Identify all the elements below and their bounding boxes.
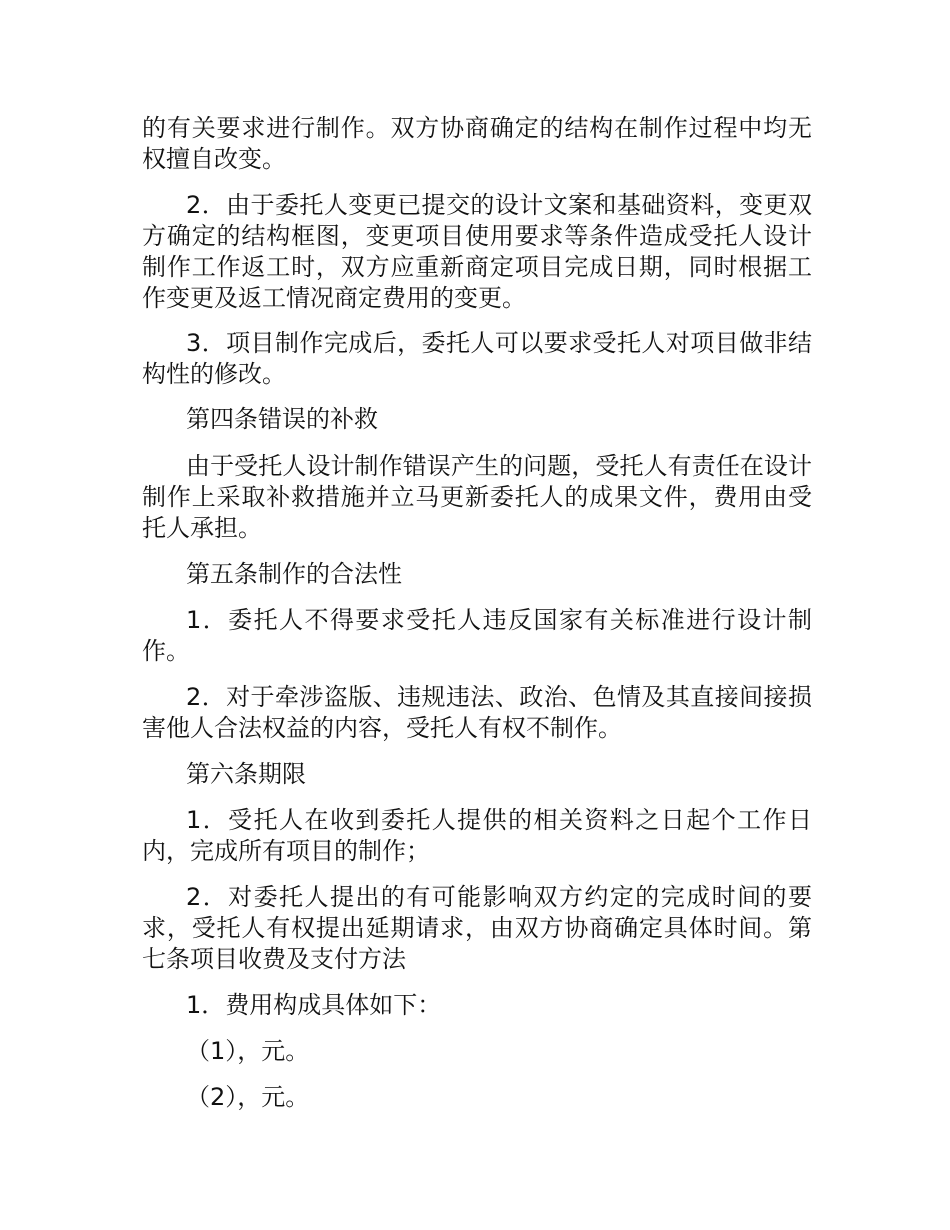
section-heading-article-4: 第四条错误的补救 xyxy=(186,405,378,433)
paragraph-fee-1: 1．费用构成具体如下： xyxy=(186,991,442,1019)
paragraph-term-1: 1．受托人在收到委托人提供的相关资料之日起个工作日内，完成所有项目的制作； xyxy=(142,806,812,865)
fee-item-2: （2），元。 xyxy=(186,1083,310,1111)
paragraph-item-2: 2．由于委托人变更已提交的设计文案和基础资料，变更双方确定的结构框图，变更项目使用要求等条件造成受托人设计制作工作返工时，双方应重新商定项目完成日期，同时根据工作变更及返工情况商定费用的变更。 xyxy=(142,191,812,312)
paragraph-term-2: 2．对委托人提出的有可能影响双方约定的完成时间的要求，受托人有权提出延期请求，由双方协商确定具体时间。第七条项目收费及支付方法 xyxy=(142,883,812,973)
paragraph-legality-2: 2．对于牵涉盗版、违规违法、政治、色情及其直接间接损害他人合法权益的内容，受托人有权不制作。 xyxy=(142,683,812,742)
section-heading-article-5: 第五条制作的合法性 xyxy=(186,560,402,588)
paragraph-continuation: 的有关要求进行制作。双方协商确定的结构在制作过程中均无权擅自改变。 xyxy=(142,114,812,173)
fee-item-1: （1），元。 xyxy=(186,1037,310,1065)
paragraph-legality-1: 1．委托人不得要求受托人违反国家有关标准进行设计制作。 xyxy=(142,606,812,665)
section-heading-article-6: 第六条期限 xyxy=(186,760,306,788)
paragraph-item-3: 3．项目制作完成后，委托人可以要求受托人对项目做非结构性的修改。 xyxy=(142,329,812,388)
paragraph-error-remedy: 由于受托人设计制作错误产生的问题，受托人有责任在设计制作上采取补救措施并立马更新委托人的成果文件，费用由受托人承担。 xyxy=(142,452,812,542)
